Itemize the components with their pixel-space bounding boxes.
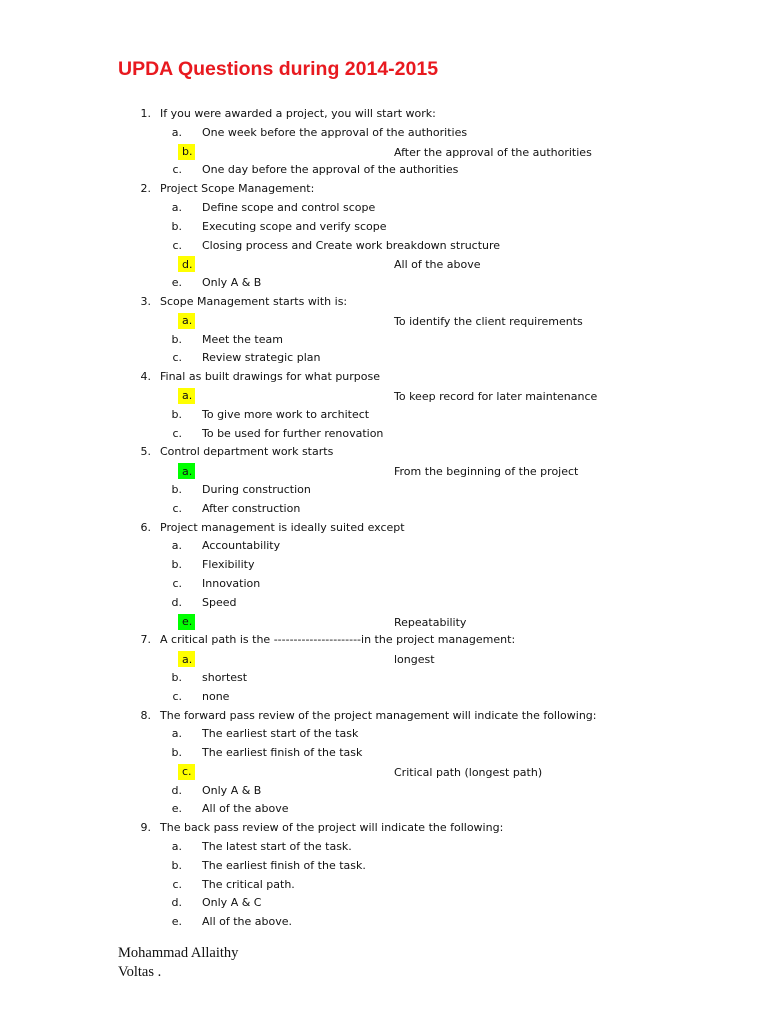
- option-text: The latest start of the task.: [202, 840, 352, 854]
- option-letter: c.: [172, 689, 182, 703]
- option-letter: e.: [171, 915, 182, 929]
- option-letter: c.: [172, 351, 182, 365]
- option-row: [0, 744, 768, 763]
- option-letter: a.: [171, 125, 182, 139]
- highlighted-answer: [178, 256, 481, 272]
- question-row: [0, 819, 768, 838]
- option-letter: a.: [182, 389, 193, 403]
- option-text: To keep record for later maintenance: [394, 389, 598, 403]
- option-text: The earliest start of the task: [202, 727, 359, 741]
- option-text: Speed: [202, 595, 237, 609]
- question-list: [0, 105, 768, 932]
- option-row: [0, 199, 768, 218]
- option-row: [0, 650, 768, 669]
- option-row: [0, 782, 768, 801]
- highlighted-answer: [178, 144, 592, 160]
- option-row: [0, 763, 768, 782]
- option-row: [0, 876, 768, 895]
- option-text: After construction: [202, 501, 301, 515]
- option-text: From the beginning of the project: [394, 465, 579, 479]
- option-letter: a.: [171, 539, 182, 553]
- option-text: none: [202, 689, 230, 703]
- question-text: If you were awarded a project, you will start work:: [160, 107, 436, 120]
- option-letter: c.: [172, 163, 182, 177]
- option-letter: b.: [171, 746, 182, 760]
- option-text: Define scope and control scope: [202, 200, 376, 214]
- option-letter: c.: [172, 426, 182, 440]
- option-letter: a.: [182, 464, 193, 478]
- option-row: [0, 613, 768, 632]
- option-text: All of the above: [202, 802, 289, 816]
- option-text: Critical path (longest path): [394, 765, 543, 779]
- option-text: Review strategic plan: [202, 351, 321, 365]
- footer: [118, 944, 238, 982]
- question-row: [0, 105, 768, 124]
- question-text: The back pass review of the project will indicate the following:: [160, 821, 504, 835]
- option-letter: d.: [171, 783, 182, 797]
- option-text: longest: [394, 653, 435, 667]
- option-text: One day before the approval of the authorities: [202, 163, 459, 177]
- option-row: [0, 462, 768, 481]
- option-text: Repeatability: [394, 615, 467, 629]
- option-text: Meet the team: [202, 332, 283, 346]
- option-letter: b.: [171, 670, 182, 684]
- question-row: [0, 293, 768, 312]
- option-letter: e.: [182, 615, 193, 629]
- question-number: 3.: [140, 294, 151, 308]
- option-row: [0, 669, 768, 688]
- highlighted-answer: [178, 764, 543, 780]
- option-text: Only A & B: [202, 783, 262, 797]
- option-text: During construction: [202, 482, 311, 496]
- option-letter: a.: [171, 200, 182, 214]
- highlighted-answer: [178, 614, 467, 630]
- option-row: [0, 406, 768, 425]
- option-text: To be used for further renovation: [202, 426, 384, 440]
- question-text: The forward pass review of the project management will indicate the following:: [160, 708, 597, 722]
- option-row: [0, 537, 768, 556]
- option-text: All of the above.: [202, 915, 293, 929]
- question-number: 1.: [140, 107, 151, 120]
- highlighted-answer: [178, 651, 435, 667]
- option-row: [0, 161, 768, 180]
- option-letter: a.: [171, 727, 182, 741]
- option-text: To identify the client requirements: [394, 314, 583, 328]
- option-letter: b.: [171, 332, 182, 346]
- option-text: Only A & B: [202, 276, 262, 290]
- option-letter: c.: [172, 238, 182, 252]
- option-row: [0, 575, 768, 594]
- question-text: Project Scope Management:: [160, 182, 315, 196]
- option-letter: b.: [171, 858, 182, 872]
- option-text: shortest: [202, 670, 248, 684]
- question-number: 6.: [140, 520, 151, 534]
- question-text: Project management is ideally suited except: [160, 520, 405, 534]
- option-row: [0, 800, 768, 819]
- question-number: 8.: [140, 708, 151, 722]
- option-row: [0, 255, 768, 274]
- option-text: Executing scope and verify scope: [202, 219, 387, 233]
- option-letter: c.: [172, 576, 182, 590]
- highlighted-answer: [178, 388, 598, 404]
- option-letter: a.: [182, 652, 193, 666]
- option-text: The earliest finish of the task.: [202, 858, 366, 872]
- option-letter: a.: [182, 314, 193, 328]
- question-row: [0, 631, 768, 650]
- option-row: [0, 143, 768, 162]
- option-letter: b.: [171, 407, 182, 421]
- question-number: 7.: [140, 633, 151, 647]
- option-letter: d.: [182, 257, 193, 271]
- option-letter: d.: [171, 896, 182, 910]
- option-text: The earliest finish of the task: [202, 746, 363, 760]
- option-row: [0, 725, 768, 744]
- option-letter: b.: [171, 482, 182, 496]
- option-letter: d.: [171, 595, 182, 609]
- option-letter: c.: [172, 501, 182, 515]
- highlighted-answer: [178, 313, 583, 329]
- option-row: [0, 237, 768, 256]
- question-number: 9.: [140, 821, 151, 835]
- option-letter: b.: [182, 145, 193, 159]
- option-row: [0, 688, 768, 707]
- option-letter: b.: [171, 558, 182, 572]
- option-row: [0, 331, 768, 350]
- question-number: 4.: [140, 370, 151, 384]
- question-row: [0, 443, 768, 462]
- option-row: [0, 857, 768, 876]
- option-letter: e.: [171, 276, 182, 290]
- option-text: Flexibility: [202, 558, 255, 572]
- option-letter: b.: [171, 219, 182, 233]
- question-text: Final as built drawings for what purpose: [160, 370, 380, 384]
- page-title: UPDA Questions during 2014-2015: [118, 58, 439, 80]
- option-letter: c.: [182, 765, 192, 779]
- question-row: [0, 180, 768, 199]
- option-row: [0, 481, 768, 500]
- option-text: To give more work to architect: [202, 407, 370, 421]
- option-text: Innovation: [202, 576, 261, 590]
- option-row: [0, 500, 768, 519]
- option-row: [0, 594, 768, 613]
- question-text: Scope Management starts with is:: [160, 294, 348, 308]
- question-row: [0, 368, 768, 387]
- option-text: Accountability: [202, 539, 281, 553]
- question-number: 2.: [140, 182, 151, 196]
- author-company: Voltas .: [118, 964, 162, 980]
- author-name: Mohammad Allaithy: [118, 945, 239, 961]
- option-text: Closing process and Create work breakdown structure: [202, 238, 501, 252]
- option-row: [0, 556, 768, 575]
- option-text: Only A & C: [202, 896, 262, 910]
- option-row: [0, 425, 768, 444]
- option-row: [0, 913, 768, 932]
- option-row: [0, 349, 768, 368]
- question-text: A critical path is the ----------------------in the project management:: [160, 633, 516, 647]
- option-letter: e.: [171, 802, 182, 816]
- option-row: [0, 274, 768, 293]
- option-letter: c.: [172, 877, 182, 891]
- option-text: One week before the approval of the authorities: [202, 125, 468, 139]
- option-row: [0, 894, 768, 913]
- question-text: Control department work starts: [160, 445, 334, 459]
- option-text: The critical path.: [202, 877, 295, 891]
- option-text: After the approval of the authorities: [394, 145, 592, 159]
- option-row: [0, 218, 768, 237]
- question-number: 5.: [140, 445, 151, 459]
- option-row: [0, 124, 768, 143]
- option-row: [0, 312, 768, 331]
- question-row: [0, 519, 768, 538]
- option-row: [0, 838, 768, 857]
- option-letter: a.: [171, 840, 182, 854]
- question-row: [0, 707, 768, 726]
- option-row: [0, 387, 768, 406]
- highlighted-answer: [178, 463, 579, 479]
- option-text: All of the above: [394, 258, 481, 272]
